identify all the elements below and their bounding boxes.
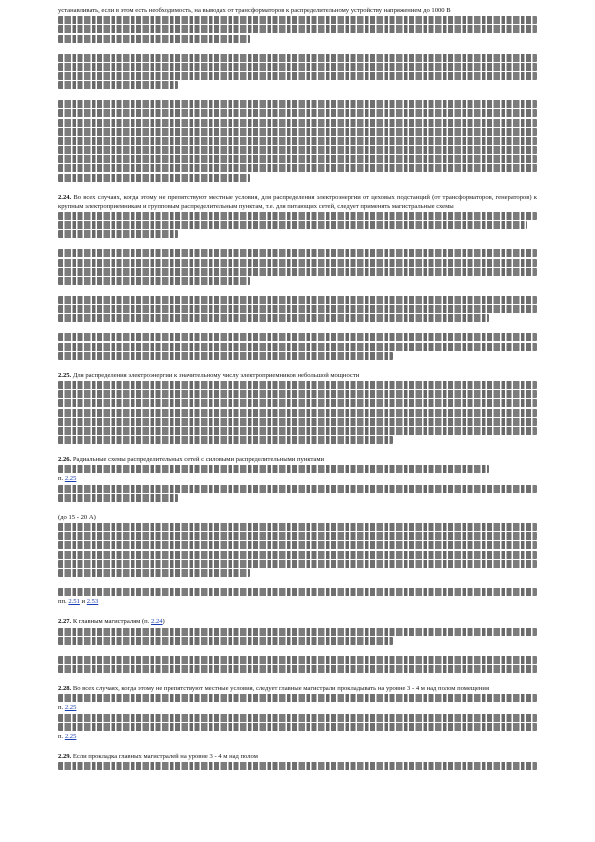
current-range: (до 15 - 20 А) — [58, 513, 96, 521]
paragraph-2-25 — [58, 371, 537, 444]
paragraph-text: Если прокладка главных магистралей на уровне 3 - 4 м над полом — [72, 753, 258, 761]
paragraph-number: 2.25. — [58, 371, 72, 379]
paragraph-number: 2.24. — [58, 193, 72, 201]
paragraph-2-24 — [58, 193, 537, 239]
paragraph-category — [58, 100, 537, 182]
paragraph-number: 2.26. — [58, 456, 72, 464]
paragraph-reserve — [58, 54, 537, 90]
paragraph-number: 2.29. — [58, 753, 72, 761]
link-2-53[interactable]: 2.53 — [86, 598, 99, 606]
paragraph-2-28: 2.28. Во всех случаях, когда этому не препятствуют местные условия, следует главные магистрали прокладывать на уровне 3 - 4 м над полом помещения п. 2.25 п. 2.25 — [58, 684, 537, 741]
link-2-24[interactable]: 2.24 — [151, 618, 163, 626]
paragraph-trolleys — [58, 656, 537, 673]
paragraph-2-29 — [58, 752, 537, 770]
paragraph-number: 2.27. — [58, 618, 72, 626]
paragraph-connection — [58, 296, 537, 322]
opening-fragment: устанавливать, если в этом есть необходимость, на выводах от трансформаторов к распределительному устройству напряжением до 1000 В — [58, 7, 451, 14]
paragraph-block-scheme — [58, 249, 537, 285]
link-2-25[interactable]: 2.25 — [64, 475, 77, 483]
paragraph-2-27: 2.27. К главным магистралям (п. 2.24) — [58, 617, 537, 644]
paragraph-text: К главным магистралям — [72, 618, 141, 626]
paragraph-2-26: 2.26. Радиальные схемы распределительных сетей с силовыми распределительными пунктами п. 2.25 — [58, 455, 537, 502]
paragraph-number: 2.28. — [58, 684, 72, 692]
paragraph-text: Радиальные схемы распределительных сетей с силовыми распределительными пунктами — [72, 456, 325, 464]
paragraph-radial-supply: пп. 2.51 и 2.53 — [58, 588, 537, 606]
paragraph-text: Во всех случаях, когда этому не препятствуют местные условия, следует главные магистрали прокладывать на уровне 3 - 4 м над полом помещения — [72, 684, 489, 692]
paragraph-text: Во всех случаях, когда этому не препятствуют местные условия, для распределения электроэнергии от цеховых подстанций (от трансформаторов, генераторов) к крупным электроприемникам и групповым распределительным пунктам, т.е. для питающих сетей, следует применять магистральные схемы — [58, 193, 537, 210]
paragraph-opening — [58, 6, 537, 43]
link-2-25-b[interactable]: 2.25 — [64, 732, 77, 740]
paragraph-small-power — [58, 513, 537, 577]
paragraph-radial — [58, 333, 537, 359]
link-2-25-a[interactable]: 2.25 — [64, 704, 77, 712]
link-2-51[interactable]: 2.51 — [68, 598, 80, 606]
paragraph-text: Для распределения электроэнергии к значительному числу электроприемников небольшой мощности — [72, 371, 360, 379]
